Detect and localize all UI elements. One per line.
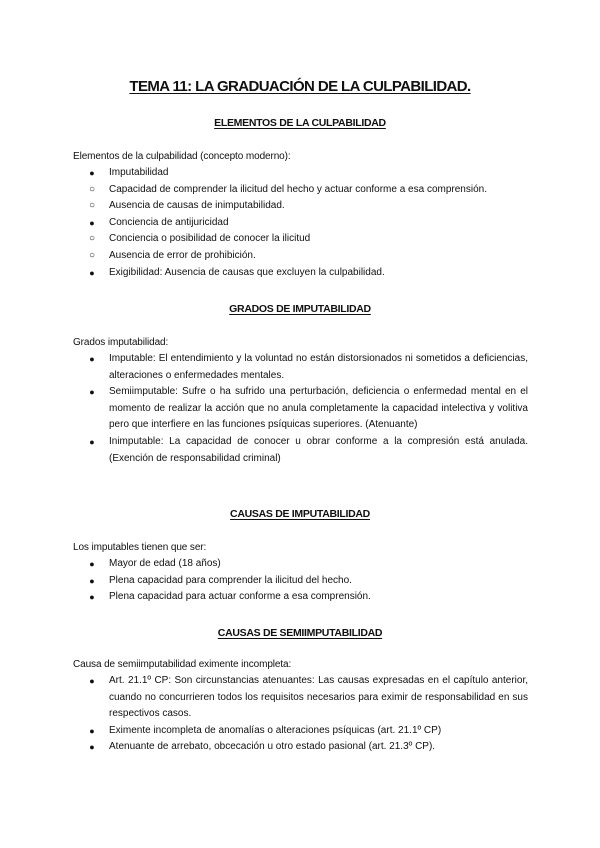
filled-bullet-icon: ● bbox=[89, 436, 95, 447]
page-title: TEMA 11: LA GRADUACIÓN DE LA CULPABILIDAD. bbox=[129, 78, 471, 95]
hollow-bullet-icon: ○ bbox=[88, 200, 96, 212]
hollow-bullet-icon: ○ bbox=[88, 249, 96, 261]
list-item: ○ Ausencia de error de prohibición. bbox=[86, 248, 528, 265]
section-intro-causas-semiimputabilidad: Causa de semiimputabilidad eximente incompleta: bbox=[73, 659, 292, 670]
hollow-bullet-icon: ○ bbox=[88, 233, 96, 245]
filled-bullet-icon: ● bbox=[89, 676, 95, 686]
filled-bullet-icon: ● bbox=[89, 267, 95, 278]
filled-bullet-icon: ● bbox=[89, 592, 95, 603]
list-causas-imputabilidad bbox=[86, 556, 528, 606]
filled-bullet-icon: ● bbox=[89, 354, 95, 364]
list-item: ● Plena capacidad para actuar conforme a esa comprensión. bbox=[86, 589, 528, 606]
list-item: ● Imputable: El entendimiento y la voluntad no están distorsionados ni sometidos a deficiencias, alteraciones o enfermedades mentales. bbox=[86, 351, 528, 384]
list-item: ○ Ausencia de causas de inimputabilidad. bbox=[86, 198, 528, 215]
filled-bullet-icon: ● bbox=[89, 575, 95, 586]
list-item: ● Art. 21.1º CP: Son circunstancias atenuantes: Las causas expresadas en el capítulo anterior, cuando no concurrieren todos los requisitos necesarios para eximir de responsabilidad en sus respectivos casos. bbox=[86, 673, 528, 723]
list-item: ● Eximente incompleta de anomalías o alteraciones psíquicas (art. 21.1º CP) bbox=[86, 723, 528, 740]
section-intro-grados: Grados imputabilidad: bbox=[73, 337, 169, 348]
list-item: ● Exigibilidad: Ausencia de causas que excluyen la culpabilidad. bbox=[86, 265, 528, 282]
section-intro-causas-imputabilidad: Los imputables tienen que ser: bbox=[73, 542, 207, 553]
filled-bullet-icon: ● bbox=[89, 217, 95, 228]
filled-bullet-icon: ● bbox=[89, 559, 95, 569]
list-item: ● Plena capacidad para comprender la ilicitud del hecho. bbox=[86, 573, 528, 590]
filled-bullet-icon: ● bbox=[89, 725, 95, 736]
section-heading-causas-imputabilidad: CAUSAS DE IMPUTABILIDAD bbox=[230, 508, 370, 520]
section-heading-causas-semiimputabilidad: CAUSAS DE SEMIIMPUTABILIDAD bbox=[217, 627, 383, 639]
list-causas-semiimputabilidad bbox=[86, 673, 528, 756]
section-heading-elementos: ELEMENTOS DE LA CULPABILIDAD bbox=[214, 117, 386, 129]
list-item: ● Inimputable: La capacidad de conocer u obrar conforme a la compresión está anulada. (Exención de responsabilidad criminal) bbox=[86, 434, 528, 467]
section-heading-grados: GRADOS DE IMPUTABILIDAD bbox=[229, 303, 371, 315]
filled-bullet-icon: ● bbox=[89, 742, 95, 753]
list-item: ○ Capacidad de comprender la ilicitud del hecho y actuar conforme a esa comprensión. bbox=[86, 182, 528, 199]
hollow-bullet-icon: ○ bbox=[88, 183, 96, 195]
list-item: ● Semiimputable: Sufre o ha sufrido una perturbación, deficiencia o enfermedad mental en el momento de realizar la acción que no anula completamente la capacidad intelectiva y volitiva pero que interfiere en las funciones psíquicas superiores. (Atenuante) bbox=[86, 384, 528, 434]
list-item: ● Conciencia de antijuricidad bbox=[86, 215, 528, 232]
list-item: ● Imputabilidad bbox=[86, 165, 528, 182]
list-item: ● Atenuante de arrebato, obcecación u otro estado pasional (art. 21.3º CP). bbox=[86, 739, 528, 756]
list-item: ● Mayor de edad (18 años) bbox=[86, 556, 528, 573]
filled-bullet-icon: ● bbox=[89, 168, 95, 178]
list-elementos bbox=[86, 165, 528, 281]
list-item: ○ Conciencia o posibilidad de conocer la ilicitud bbox=[86, 231, 528, 248]
section-intro-elementos: Elementos de la culpabilidad (concepto moderno): bbox=[73, 151, 291, 162]
list-grados bbox=[86, 351, 528, 467]
filled-bullet-icon: ● bbox=[89, 387, 95, 398]
